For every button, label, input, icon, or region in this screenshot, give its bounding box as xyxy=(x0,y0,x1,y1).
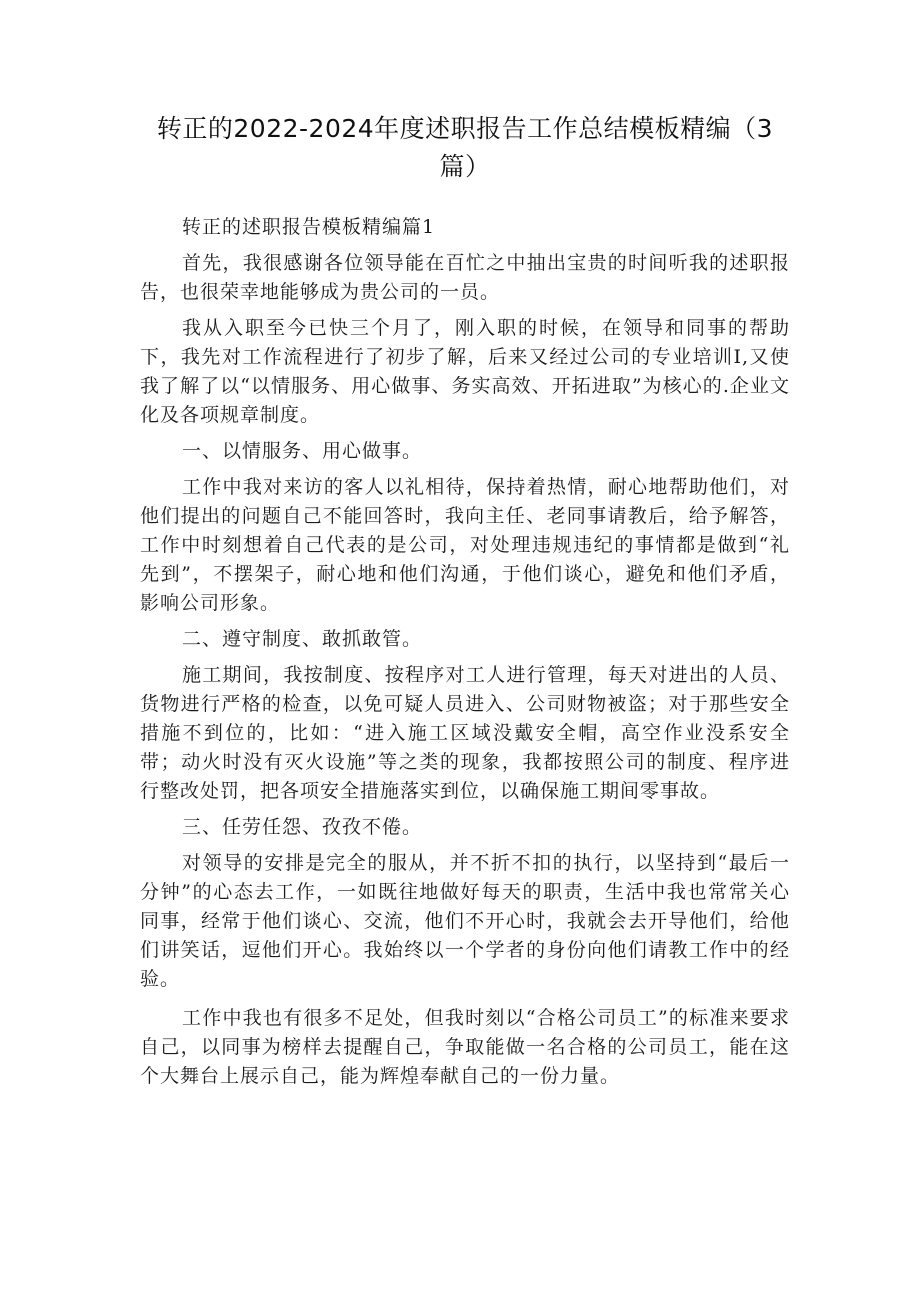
title-line-1: 转正的2022-2024年度述职报告工作总结模板精编（3 xyxy=(156,114,774,143)
paragraph-service: 工作中我对来访的客人以礼相待，保持着热情，耐心地帮助他们，对他们提出的问题自己不能回答时，我向主任、老同事请教后，给予解答，工作中时刻想着自己代表的是公司，对处理违规违纪的事情都是做到“礼先到”，不摆架子，耐心地和他们沟通，于他们谈心，避免和他们矛盾，影响公司形象。 xyxy=(140,476,790,614)
paragraph-onboarding: 我从入职至今已快三个月了，刚入职的时候，在领导和同事的帮助下，我先对工作流程进行了初步了解，后来又经过公司的专业培训I,又使我了解了以“以情服务、用心做事、务实高效、开拓进取”为核心的.企业文化及各项规章制度。 xyxy=(140,317,790,426)
paragraph-intro: 首先，我很感谢各位领导能在百忙之中抽出宝贵的时间听我的述职报告，也很荣幸地能够成为贵公司的一员。 xyxy=(140,252,790,303)
paragraph-rules: 施工期间，我按制度、按程序对工人进行管理，每天对进出的人员、货物进行严格的检查，以免可疑人员进入、公司财物被盗；对于那些安全措施不到位的，比如：“进入施工区域没戴安全帽，高空作业没系安全带；动火时没有灭火设施”等之类的现象，我都按照公司的制度、程序进行整改处罚，把各项安全措施落实到位，以确保施工期间零事故。 xyxy=(140,664,790,802)
title-line-2: 篇） xyxy=(439,152,491,181)
paragraph-diligence: 对领导的安排是完全的服从，并不折不扣的执行，以坚持到“最后一分钟”的心态去工作，一如既往地做好每天的职责，生活中我也常常关心同事，经常于他们谈心、交流，他们不开心时，我就会去开导他们，给他们讲笑话，逗他们开心。我始终以一个学者的身份向他们请教工作中的经验。 xyxy=(140,852,790,990)
paragraph-conclusion: 工作中我也有很多不足处，但我时刻以“合格公司员工”的标准来要求自己，以同事为榜样去提醒自己，争取能做一名合格的公司员工，能在这个大舞台上展示自己，能为辉煌奉献自己的一份力量。 xyxy=(140,1007,790,1087)
document-title xyxy=(150,110,780,186)
subheading-3: 三、任劳任怨、孜孜不倦。 xyxy=(182,816,423,838)
subheading-1: 一、以情服务、用心做事。 xyxy=(182,440,423,462)
section-heading-1: 转正的述职报告模板精编篇1 xyxy=(182,216,436,238)
document-body xyxy=(140,213,790,1098)
subheading-2: 二、遵守制度、敢抓敢管。 xyxy=(182,628,423,650)
